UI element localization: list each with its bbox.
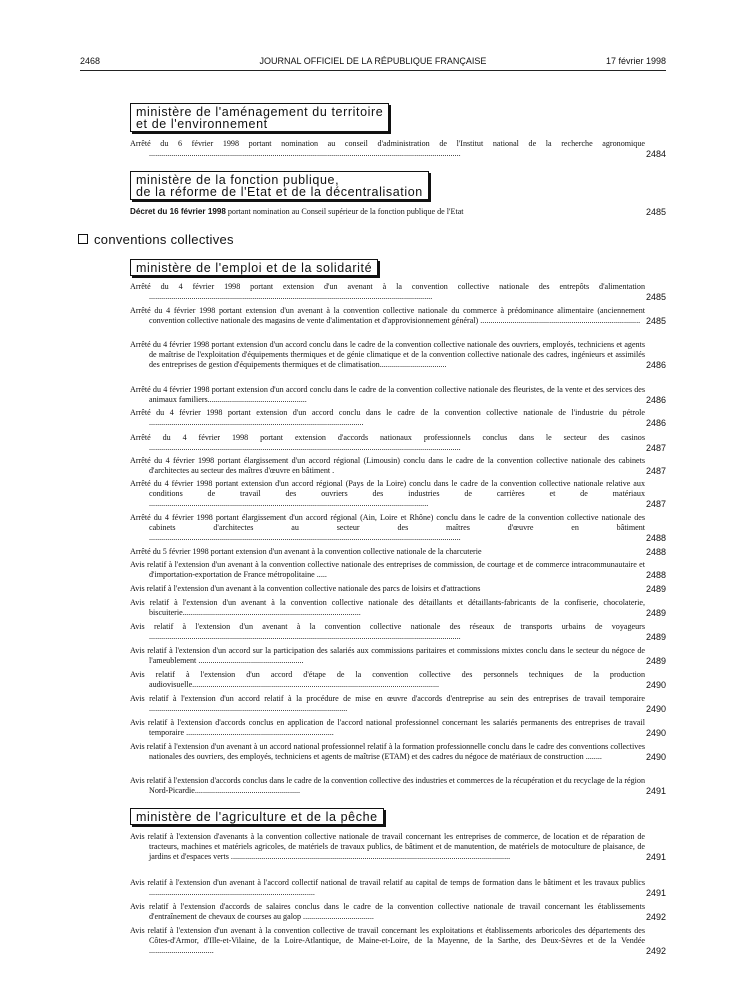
entry-page: 2485 (645, 292, 666, 302)
entry-text: Arrêté du 4 février 1998 portant extension d'accords nationaux professionnels conclus dans le secteur des casinos .......................................................................................................................................................... (130, 433, 645, 452)
checkbox-square-icon (78, 234, 88, 244)
entry-item (130, 513, 666, 543)
entry-item (130, 207, 666, 217)
entry-text: Avis relatif à l'extension d'accords de salaires conclus dans le cadre de la convention collective nationale de travail concernant les établissements d'entraînement de chevaux de courses au galop ................................... (130, 902, 645, 921)
entry-item (130, 670, 666, 690)
entry-item (130, 139, 666, 159)
entry-page: 2490 (645, 680, 666, 690)
entry-page: 2487 (645, 499, 666, 509)
category-heading (78, 232, 234, 247)
entry-page: 2487 (645, 443, 666, 453)
entry-item (130, 718, 666, 738)
entry-item (130, 742, 666, 762)
section-heading-emploi (130, 259, 378, 276)
entry-page: 2489 (645, 656, 666, 666)
entry-text: Arrêté du 5 février 1998 portant extension d'un avenant à la convention collective nationale de la charcuterie (130, 547, 482, 556)
entry-page: 2491 (645, 786, 666, 796)
page-header (80, 56, 666, 70)
entry-page: 2490 (645, 752, 666, 762)
entry-page: 2485 (645, 207, 666, 217)
entry-page: 2489 (645, 584, 666, 594)
section-heading-line: ministère de l'agriculture et de la pêche (136, 810, 378, 824)
entry-text: Arrêté du 4 février 1998 portant élargissement d'un accord régional (Limousin) conclu dans le cadre de la convention collective nationale des cabinets d'architectes au secteur des maîtres d'œuvre en bâtiment . (130, 456, 645, 475)
section-heading-amenagement (130, 103, 389, 132)
entry-page: 2490 (645, 704, 666, 714)
section-heading-agriculture (130, 808, 384, 825)
entry-text: Avis relatif à l'extension d'un avenant à la convention collective nationale des détaillants et détaillants-fabricants de la confiserie, chocolaterie, biscuiterie........................................................................................ (130, 598, 645, 617)
entry-text: Avis relatif à l'extension d'un avenant à un accord national professionnel relatif à la formation professionnelle conclu dans le cadre des conventions collectives nationales des ouvriers, des employés, techniciens et agents de maîtrise (ETAM) et des cadres du négoce de matériaux de construction ........ (130, 742, 645, 761)
entry-page: 2484 (645, 149, 666, 159)
entry-item (130, 926, 666, 956)
entry-item (130, 622, 666, 642)
entry-item (130, 385, 666, 405)
entry-text: Arrêté du 4 février 1998 portant extension d'un avenant à la convention collective nationale des entrepôts d'alimentation ............................................................................................................................................ (130, 282, 645, 301)
entry-item (130, 878, 666, 898)
page-number: 2468 (80, 56, 101, 66)
entry-text: Arrêté du 4 février 1998 portant extension d'un accord régional (Pays de la Loire) conclu dans le cadre de la convention collective nationale relative aux conditions de travail des ouvriers des industries de carrières et de matériaux .......................................................................................................................................... (130, 479, 645, 508)
entry-page: 2491 (645, 852, 666, 862)
entry-page: 2490 (645, 728, 666, 738)
entry-page: 2489 (645, 632, 666, 642)
section-heading-line: et de l'environnement (136, 117, 268, 131)
entry-text: portant nomination au Conseil supérieur de la fonction publique de l'Etat (225, 207, 464, 216)
entry-text: Avis relatif à l'extension d'un avenant à la convention collective nationale des réseaux de transports urbains de voyageurs .......................................................................................................................................................... (130, 622, 645, 641)
entry-page: 2489 (645, 608, 666, 618)
entry-item (130, 560, 666, 580)
entry-text: Avis relatif à l'extension d'un accord relatif à la procédure de mise en œuvre d'accords d'entreprise au sein des entreprises de travail temporaire .................................................................................................. (130, 694, 645, 713)
entry-text: Arrêté du 4 février 1998 portant extension d'un avenant à la convention collective nationale du commerce à prédominance alimentaire (anciennement convention collective nationale des magasins de vente d'alimentation et d'approvisionnement général) ............................................................................... (130, 306, 645, 325)
entry-text: Avis relatif à l'extension d'un avenant à la convention collective nationale des entreprises de commission, de courtage et de commerce intracommunautaire et d'importation-exportation de France métropolitaine ..... (130, 560, 645, 579)
entry-text: Avis relatif à l'extension d'un avenant à la convention collective nationale des parcs de loisirs et d'attractions (130, 584, 481, 593)
entry-page: 2492 (645, 946, 666, 956)
entry-item (130, 479, 666, 509)
entry-item (130, 547, 666, 557)
section-heading-line: de la réforme de l'Etat et de la décentralisation (136, 185, 423, 199)
entry-page: 2487 (645, 466, 666, 476)
entry-text: Arrêté du 6 février 1998 portant nomination au conseil d'administration de l'Institut national de la recherche agronomique .......................................................................................................................................................... (130, 139, 645, 158)
entry-page: 2491 (645, 888, 666, 898)
entry-text: Avis relatif à l'extension d'accords conclus en application de l'accord national professionnel concernant les salariés permanents des entreprises de travail temporaire ......................................................................... (130, 718, 645, 737)
entry-item (130, 646, 666, 666)
entry-text: Avis relatif à l'extension d'un avenant à la convention collective de travail concernant les exploitations et établissements arboricoles des départements des Côtes-d'Armor, d'Ille-et-Vilaine, de la Loire-Atlantique, de Maine-et-Loire, de la Mayenne, de la Sarthe, des Deux-Sèvres et de la Vendée ................................ (130, 926, 645, 955)
section-heading-line: ministère de la fonction publique, (136, 173, 340, 187)
category-label: conventions collectives (94, 232, 234, 247)
entry-page: 2488 (645, 533, 666, 543)
entry-text: Avis relatif à l'extension d'accords conclus dans le cadre de la convention collective des industries et commerces de la récupération et du recyclage de la région Nord-Picardie.................................................... (130, 776, 645, 795)
entry-text: Avis relatif à l'extension d'avenants à la convention collective nationale de travail concernant les entreprises de commerce, de location et de réparation de tracteurs, machines et matériels agricoles, de matériels de travaux publics, de bâtiment et de manutention, de matériels de motoculture de plaisance, de jardins et d'espaces verts .......................................................................................................................................... (130, 832, 645, 861)
entry-item (130, 282, 666, 302)
entry-item (130, 776, 666, 796)
entry-text: Arrêté du 4 février 1998 portant élargissement d'un accord régional (Ain, Loire et Rhône) conclu dans le cadre de la convention collective nationale des cabinets d'architectes au secteur des maîtres d'œuvre en bâtiment .......................................................................................................................................................... (130, 513, 645, 542)
entry-page: 2486 (645, 360, 666, 370)
section-heading-line: ministère de l'emploi et de la solidarité (136, 261, 373, 275)
entry-item (130, 433, 666, 453)
entry-item (130, 694, 666, 714)
decree-title: Décret du 16 février 1998 (130, 207, 226, 216)
issue-date: 17 février 1998 (605, 56, 666, 66)
entry-page: 2492 (645, 912, 666, 922)
entry-page: 2486 (645, 395, 666, 405)
section-heading-fonction-publique (130, 171, 429, 200)
entry-item (130, 902, 666, 922)
journal-title: JOURNAL OFFICIEL DE LA RÉPUBLIQUE FRANÇAISE (259, 56, 487, 66)
entry-item (130, 408, 666, 428)
entry-item (130, 598, 666, 618)
entry-item (130, 584, 666, 594)
entry-page: 2485 (645, 316, 666, 326)
entry-page: 2488 (645, 547, 666, 557)
header-rule (80, 70, 666, 71)
entry-item (130, 340, 666, 370)
entry-item (130, 306, 666, 326)
entry-item (130, 832, 666, 862)
entry-text: Arrêté du 4 février 1998 portant extension d'un accord conclu dans le cadre de la convention collective nationale des ouvriers, employés, techniciens et agents de maîtrise de l'exploitation d'équipements thermiques et de génie climatique et de la convention collective nationale des cadres, ingénieurs et assimilés des entreprises de gestion d'équipements thermiques et de climatisation................................. (130, 340, 645, 369)
entry-text: Avis relatif à l'extension d'un avenant à l'accord collectif national de travail relatif au capital de temps de formation dans le bâtiment et les travaux publics .................................................................................. (130, 878, 645, 897)
entry-text: Arrêté du 4 février 1998 portant extension d'un accord conclu dans le cadre de la convention collective nationale des fleuristes, de la vente et des services des animaux familiers................................................. (130, 385, 645, 404)
entry-page: 2488 (645, 570, 666, 580)
entry-text: Avis relatif à l'extension d'un accord d'étape de la convention collective des personnels techniques de la production audiovisuelle.......................................................................................................................... (130, 670, 645, 689)
entry-text: Arrêté du 4 février 1998 portant extension d'un accord conclu dans le cadre de la convention collective nationale de l'industrie du pétrole .......................................................................................................... (130, 408, 645, 427)
entry-text: Avis relatif à l'extension d'un accord sur la participation des salariés aux commissions paritaires et commissions mixtes conclu dans le secteur du négoce de l'ameublement .................................................... (130, 646, 645, 665)
entry-page: 2486 (645, 418, 666, 428)
entry-item (130, 456, 666, 476)
section-heading-line: ministère de l'aménagement du territoire (136, 105, 384, 119)
